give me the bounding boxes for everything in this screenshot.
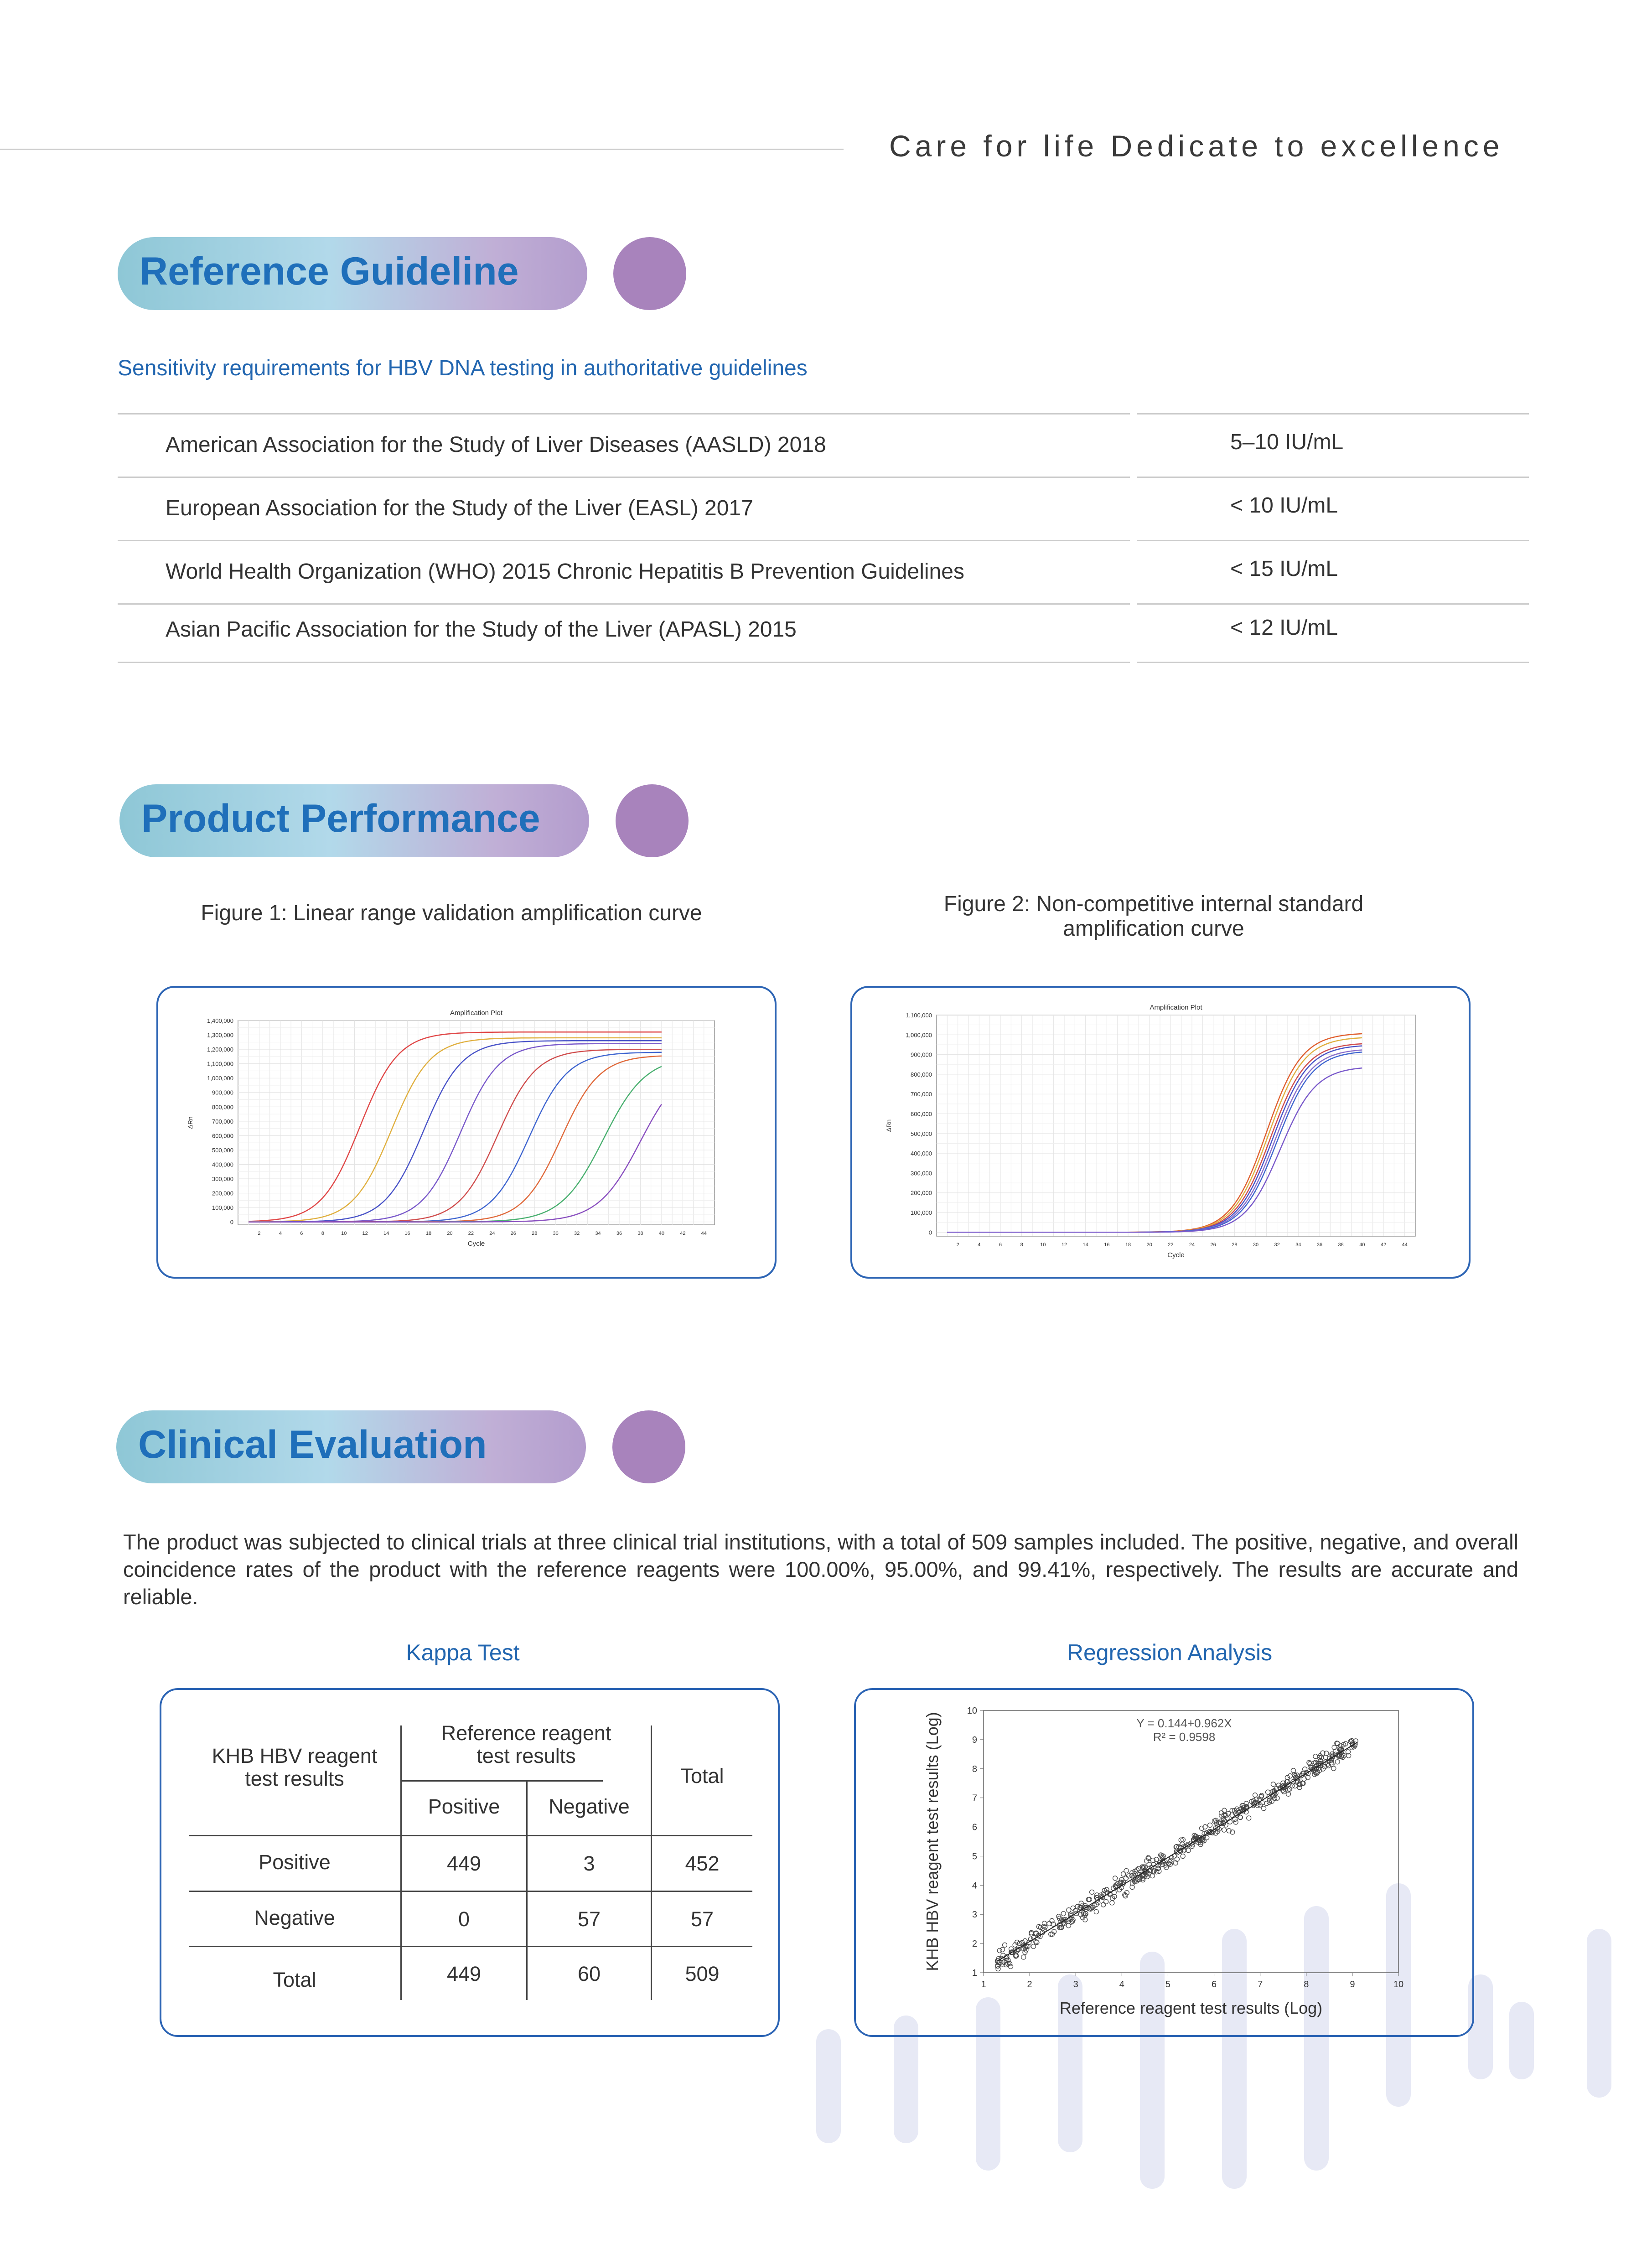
kappa-cell: 0 [458, 1907, 470, 1931]
data-point [1262, 1806, 1266, 1811]
x-tick-label: 10 [1393, 1979, 1404, 1990]
y-tick-label: 1,200,000 [207, 1046, 233, 1053]
figure2-caption [857, 892, 1450, 941]
x-tick-label: 4 [978, 1242, 981, 1248]
x-tick-label: 6 [300, 1231, 303, 1236]
x-tick-label: 20 [447, 1231, 453, 1236]
reference-subtitle: Sensitivity requirements for HBV DNA testing in authoritative guidelines [118, 356, 808, 380]
kappa-cell: 3 [583, 1852, 595, 1875]
x-axis-label: Reference reagent test results (Log) [1059, 1999, 1323, 2017]
x-tick-label: 36 [1316, 1242, 1323, 1248]
x-tick-label: 12 [1061, 1242, 1067, 1248]
data-point [1067, 1908, 1071, 1912]
fit-line [997, 1742, 1357, 1961]
data-point [1009, 1947, 1014, 1951]
data-point [1101, 1902, 1106, 1907]
x-tick-label: 14 [383, 1231, 389, 1236]
data-point [1181, 1854, 1185, 1859]
x-tick-label: 8 [1304, 1979, 1309, 1990]
y-tick-label: 700,000 [212, 1118, 233, 1125]
decorative-bar [816, 2029, 841, 2143]
x-tick-label: 6 [1211, 1979, 1217, 1990]
guideline-value: 5–10 IU/mL [1230, 430, 1344, 454]
kappa-frame [160, 1688, 780, 2037]
guideline-table [118, 413, 1531, 664]
x-tick-label: 22 [468, 1231, 474, 1236]
x-tick-label: 2 [956, 1242, 959, 1248]
x-tick-label: 26 [510, 1231, 516, 1236]
x-tick-label: 34 [595, 1231, 601, 1236]
data-point [1288, 1774, 1292, 1778]
data-point [1331, 1766, 1336, 1771]
x-tick-label: 30 [553, 1231, 559, 1236]
data-point [1222, 1828, 1227, 1832]
data-point [996, 1967, 1000, 1971]
y-tick-label: 200,000 [212, 1190, 233, 1197]
kappa-cell: 60 [577, 1962, 601, 1985]
kappa-cell: 452 [685, 1852, 720, 1875]
data-point [1113, 1876, 1118, 1881]
x-tick-label: 5 [1165, 1979, 1171, 1990]
data-point [1271, 1782, 1275, 1787]
x-tick-label: 16 [1104, 1242, 1110, 1248]
y-tick-label: 300,000 [212, 1176, 233, 1183]
kappa-cell: 449 [446, 1852, 482, 1875]
y-tick-label: 600,000 [911, 1110, 932, 1118]
y-tick-label: 4 [972, 1881, 977, 1891]
kappa-cell: 57 [577, 1907, 601, 1931]
data-point [1264, 1801, 1269, 1806]
x-tick-label: 6 [999, 1242, 1002, 1248]
y-tick-label: 200,000 [911, 1189, 932, 1197]
kappa-row-label: Positive [259, 1850, 331, 1874]
x-tick-label: 40 [1359, 1242, 1365, 1248]
x-tick-label: 40 [658, 1231, 665, 1236]
kappa-cell: 57 [690, 1907, 714, 1931]
regression-scatter [856, 1690, 1472, 2035]
r-squared: R² = 0.9598 [1153, 1730, 1216, 1744]
figure2-caption-line2: amplification curve [1063, 917, 1244, 941]
y-tick-label: 8 [972, 1764, 977, 1774]
amplification-plot-2 [852, 988, 1469, 1277]
kappa-row-header: KHB HBV reagent test results [212, 1744, 378, 1790]
data-point [1233, 1820, 1238, 1824]
y-tick-label: 10 [967, 1706, 977, 1716]
x-tick-label: 32 [1274, 1242, 1280, 1248]
y-tick-label: 1,000,000 [207, 1075, 233, 1082]
y-tick-label: 600,000 [212, 1132, 233, 1140]
x-tick-label: 42 [1380, 1242, 1387, 1248]
x-tick-label: 16 [404, 1231, 410, 1236]
kappa-row-label: Total [273, 1968, 316, 1991]
x-tick-label: 28 [532, 1231, 538, 1236]
x-tick-label: 18 [425, 1231, 432, 1236]
data-point [1009, 1964, 1013, 1969]
figure1-caption: Figure 1: Linear range validation amplification curve [201, 901, 702, 925]
y-tick-label: 7 [972, 1793, 977, 1803]
kappa-title: Kappa Test [406, 1640, 520, 1665]
x-axis-label: Cycle [467, 1240, 485, 1248]
data-point [1000, 1948, 1005, 1952]
data-point [1335, 1760, 1340, 1764]
y-tick-label: 1,000,000 [906, 1031, 932, 1039]
guideline-name: World Health Organization (WHO) 2015 Chronic Hepatitis B Prevention Guidelines [166, 560, 964, 584]
x-tick-label: 7 [1258, 1979, 1263, 1990]
y-tick-label: 1 [972, 1968, 977, 1978]
header-divider [0, 149, 844, 150]
data-point [1208, 1823, 1212, 1828]
x-tick-label: 3 [1073, 1979, 1078, 1990]
clinical-dot [612, 1410, 685, 1483]
section-title-reference: Reference Guideline [140, 249, 519, 293]
x-axis-label: Cycle [1167, 1251, 1185, 1259]
y-axis-label: KHB HBV reagent test results (Log) [923, 1712, 942, 1971]
guideline-row [118, 413, 1650, 477]
x-tick-label: 32 [574, 1231, 580, 1236]
x-tick-label: 10 [341, 1231, 347, 1236]
x-tick-label: 42 [680, 1231, 686, 1236]
x-tick-label: 20 [1146, 1242, 1152, 1248]
figure1-frame [156, 986, 777, 1279]
clinical-paragraph: The product was subjected to clinical trials at three clinical trial institutions, with a total of 509 samples included. The positive, negative, and overall coincidence rates of the product with the reference reagents were 100.00%, 95.00%, and 99.41%, respectively. The results are accurate and reliable. [123, 1530, 1518, 1609]
chart-title: Amplification Plot [450, 1009, 503, 1017]
amplification-plot-1 [158, 988, 775, 1277]
x-tick-label: 2 [258, 1231, 261, 1236]
kappa-col-total: Total [680, 1764, 724, 1788]
data-point [1266, 1790, 1270, 1794]
kappa-col-group: Reference reagent test results [441, 1721, 611, 1767]
data-point [1104, 1899, 1108, 1904]
guideline-name: American Association for the Study of Liver Diseases (AASLD) 2018 [166, 433, 826, 457]
guideline-row [118, 603, 1650, 667]
y-tick-label: 300,000 [911, 1170, 932, 1177]
x-tick-label: 8 [1020, 1242, 1023, 1248]
x-tick-label: 24 [1189, 1242, 1195, 1248]
data-point [1021, 1955, 1026, 1959]
guideline-row [118, 540, 1650, 603]
x-tick-label: 18 [1125, 1242, 1131, 1248]
data-point [1031, 1944, 1036, 1949]
figure2-caption-line1: Figure 2: Non-competitive internal standard [943, 892, 1364, 916]
data-point [1173, 1860, 1178, 1865]
x-tick-label: 10 [1040, 1242, 1046, 1248]
kappa-col-positive: Positive [428, 1795, 500, 1818]
x-tick-label: 44 [1402, 1242, 1408, 1248]
x-tick-label: 2 [1027, 1979, 1032, 1990]
x-tick-label: 30 [1253, 1242, 1259, 1248]
y-tick-label: 400,000 [212, 1161, 233, 1168]
x-tick-label: 22 [1168, 1242, 1174, 1248]
data-point [1121, 1872, 1126, 1876]
x-tick-label: 44 [701, 1231, 707, 1236]
x-tick-label: 4 [279, 1231, 282, 1236]
x-tick-label: 38 [637, 1231, 643, 1236]
y-tick-label: 1,300,000 [207, 1031, 233, 1039]
regression-title: Regression Analysis [1067, 1640, 1273, 1665]
x-tick-label: 38 [1338, 1242, 1344, 1248]
guideline-value: < 12 IU/mL [1230, 616, 1338, 640]
guideline-row [118, 477, 1650, 540]
y-tick-label: 900,000 [212, 1089, 233, 1096]
x-tick-label: 9 [1350, 1979, 1355, 1990]
y-axis-label: ΔRn [885, 1119, 892, 1132]
data-point [1247, 1816, 1251, 1820]
data-point [1110, 1901, 1114, 1905]
x-tick-label: 34 [1295, 1242, 1301, 1248]
guideline-name: Asian Pacific Association for the Study of the Liver (APASL) 2015 [166, 617, 797, 642]
y-tick-label: 800,000 [212, 1104, 233, 1111]
x-tick-label: 26 [1210, 1242, 1216, 1248]
x-tick-label: 12 [362, 1231, 368, 1236]
y-tick-label: 900,000 [911, 1051, 932, 1058]
y-tick-label: 1,100,000 [207, 1060, 233, 1067]
x-tick-label: 1 [981, 1979, 986, 1990]
data-point [1238, 1815, 1243, 1820]
y-tick-label: 9 [972, 1735, 977, 1745]
guideline-name: European Association for the Study of the Liver (EASL) 2017 [166, 496, 753, 520]
kappa-col-negative: Negative [549, 1795, 630, 1818]
decorative-bar [1587, 1929, 1611, 2098]
data-point [1061, 1912, 1066, 1916]
y-tick-label: 2 [972, 1939, 977, 1949]
kappa-row-label: Negative [254, 1906, 335, 1929]
y-axis-label: ΔRn [186, 1116, 194, 1129]
section-title-performance: Product Performance [141, 797, 540, 840]
data-point [1094, 1910, 1098, 1914]
chart-title: Amplification Plot [1150, 1004, 1202, 1011]
x-tick-label: 36 [616, 1231, 622, 1236]
y-tick-label: 500,000 [911, 1130, 932, 1137]
y-tick-label: 0 [928, 1229, 932, 1236]
clinical-evaluation-banner [116, 1410, 586, 1483]
decorative-bar [1509, 2002, 1534, 2079]
y-tick-label: 500,000 [212, 1146, 233, 1154]
y-tick-label: 1,400,000 [207, 1017, 233, 1024]
y-tick-label: 800,000 [911, 1071, 932, 1078]
regression-frame [854, 1688, 1474, 2037]
performance-dot [616, 784, 689, 857]
data-point [1307, 1760, 1311, 1765]
y-tick-label: 0 [230, 1218, 233, 1226]
x-tick-label: 14 [1082, 1242, 1088, 1248]
kappa-cell: 449 [446, 1962, 482, 1985]
y-tick-label: 3 [972, 1910, 977, 1920]
y-tick-label: 5 [972, 1851, 977, 1862]
data-point [1222, 1808, 1227, 1813]
x-tick-label: 8 [321, 1231, 324, 1236]
figure2-frame [850, 986, 1471, 1279]
y-tick-label: 100,000 [911, 1209, 932, 1217]
section-title-clinical: Clinical Evaluation [138, 1423, 487, 1466]
guideline-value: < 15 IU/mL [1230, 557, 1338, 581]
y-tick-label: 1,100,000 [906, 1012, 932, 1019]
product-performance-banner [119, 784, 589, 857]
y-tick-label: 400,000 [911, 1150, 932, 1157]
guideline-value: < 10 IU/mL [1230, 493, 1338, 518]
slogan: Care for life Dedicate to excellence [889, 129, 1504, 163]
x-tick-label: 4 [1119, 1979, 1124, 1990]
data-point [997, 1948, 1002, 1953]
reference-guideline-banner [118, 237, 587, 310]
y-tick-label: 700,000 [911, 1091, 932, 1098]
kappa-cell: 509 [685, 1962, 720, 1985]
data-point [1090, 1890, 1094, 1894]
x-tick-label: 28 [1232, 1242, 1238, 1248]
data-point [1253, 1793, 1258, 1798]
y-tick-label: 100,000 [212, 1204, 233, 1212]
y-tick-label: 6 [972, 1822, 977, 1833]
x-tick-label: 24 [489, 1231, 495, 1236]
data-point [1003, 1943, 1007, 1947]
reference-dot [613, 237, 686, 310]
regression-equation: Y = 0.144+0.962X [1136, 1716, 1232, 1730]
